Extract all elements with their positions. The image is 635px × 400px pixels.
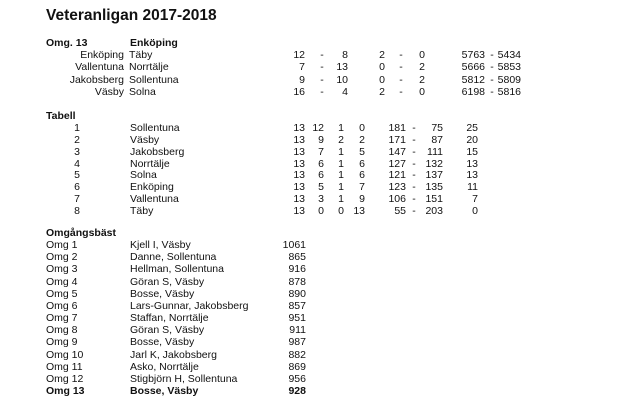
match-home-pins: 6198: [461, 85, 485, 98]
table-played: 13: [293, 122, 305, 134]
match-home-score: 7: [299, 61, 305, 74]
match-dash: -: [399, 73, 403, 86]
match-away-team: Norrtälje: [129, 61, 169, 74]
table-lost: 0: [359, 122, 365, 134]
table-position: 5: [74, 169, 80, 182]
table-won: 5: [318, 181, 324, 194]
table-pins-against: 132: [425, 157, 443, 170]
match-home-points: 2: [379, 85, 385, 98]
table-lost: 6: [359, 157, 365, 170]
match-away-points: 2: [419, 73, 425, 86]
table-team: Sollentuna: [130, 122, 180, 134]
table-points: 13: [466, 157, 478, 170]
best-round: Omg 6: [46, 299, 78, 312]
table-pins-against: 151: [425, 193, 443, 206]
table-pins-against: 87: [431, 133, 443, 146]
table-team: Norrtälje: [130, 157, 170, 170]
table-dash: -: [412, 133, 416, 146]
table-dash: -: [412, 181, 416, 194]
round-venue: Enköping: [130, 37, 178, 49]
best-player: Asko, Norrtälje: [130, 360, 199, 373]
table-won: 12: [312, 122, 324, 134]
table-drawn: 1: [338, 157, 344, 170]
best-round: Omg 7: [46, 312, 78, 325]
match-home-pins: 5812: [461, 73, 485, 86]
table-team: Solna: [130, 169, 157, 182]
table-lost: 7: [359, 181, 365, 194]
match-dash: -: [320, 73, 324, 86]
table-team: Vallentuna: [130, 193, 179, 206]
best-round: Omg 13: [46, 385, 85, 398]
best-round: Omg 2: [46, 251, 78, 264]
table-dash: -: [412, 157, 416, 170]
match-away-team: Solna: [129, 85, 156, 98]
table-dash: -: [412, 204, 416, 217]
match-home-team: Jakobsberg: [69, 73, 124, 86]
match-home-points: 0: [379, 73, 385, 86]
table-pins-for: 55: [394, 204, 406, 217]
table-pins-for: 106: [388, 193, 406, 206]
match-dash: -: [399, 61, 403, 74]
table-team: Enköping: [130, 181, 174, 194]
table-pins-against: 75: [431, 122, 443, 134]
match-dash: -: [490, 49, 494, 61]
best-round: Omg 10: [46, 348, 84, 361]
table-points: 15: [466, 145, 478, 158]
best-player: Lars-Gunnar, Jakobsberg: [130, 299, 249, 312]
match-away-team: Täby: [129, 49, 153, 61]
table-team: Väsby: [130, 133, 160, 146]
match-home-pins: 5666: [461, 61, 485, 74]
table-won: 7: [318, 145, 324, 158]
match-away-pins: 5853: [497, 61, 521, 74]
best-round: Omg 8: [46, 324, 78, 337]
best-round: Omg 3: [46, 263, 78, 276]
table-won: 6: [318, 157, 324, 170]
table-drawn: 1: [338, 169, 344, 182]
best-score: 951: [288, 312, 306, 325]
match-home-points: 0: [379, 61, 385, 74]
match-home-team: Vallentuna: [75, 61, 124, 74]
best-round: Omg 5: [46, 287, 78, 300]
table-points: 0: [472, 204, 478, 217]
best-score: 857: [288, 299, 306, 312]
table-points: 7: [472, 193, 478, 206]
table-dash: -: [412, 122, 416, 134]
match-home-team: Enköping: [80, 49, 124, 61]
table-position: 8: [74, 204, 80, 217]
table-pins-against: 137: [425, 169, 443, 182]
best-heading: Omgångsbäst: [46, 227, 117, 239]
match-away-score: 8: [342, 49, 348, 61]
match-dash: -: [490, 85, 494, 98]
match-away-pins: 5809: [497, 73, 521, 86]
match-away-score: 13: [336, 61, 348, 74]
table-pins-against: 203: [425, 204, 443, 217]
best-score: 869: [288, 360, 306, 373]
table-pins-against: 135: [425, 181, 443, 194]
match-away-team: Sollentuna: [129, 73, 179, 86]
table-pins-for: 121: [388, 169, 406, 182]
best-score: 878: [288, 275, 306, 288]
match-dash: -: [320, 61, 324, 74]
best-player: Danne, Sollentuna: [130, 251, 217, 264]
table-drawn: 2: [338, 133, 344, 146]
table-pins-against: 111: [427, 145, 443, 158]
table-position: 4: [74, 157, 80, 170]
best-player: Hellman, Sollentuna: [130, 263, 224, 276]
table-played: 13: [293, 181, 305, 194]
table-pins-for: 127: [388, 157, 406, 170]
match-away-pins: 5434: [497, 49, 521, 61]
table-played: 13: [293, 157, 305, 170]
table-drawn: 1: [338, 193, 344, 206]
table-played: 13: [293, 204, 305, 217]
best-player: Staffan, Norrtälje: [130, 312, 209, 325]
match-away-points: 2: [419, 61, 425, 74]
table-drawn: 1: [338, 145, 344, 158]
match-dash: -: [399, 85, 403, 98]
best-player: Bosse, Väsby: [130, 287, 195, 300]
table-won: 3: [318, 193, 324, 206]
best-player: Göran S, Väsby: [130, 275, 205, 288]
table-team: Jakobsberg: [130, 145, 185, 158]
table-position: 3: [74, 145, 80, 158]
match-away-score: 10: [336, 73, 348, 86]
table-drawn: 1: [338, 181, 344, 194]
table-dash: -: [412, 193, 416, 206]
table-points: 20: [466, 133, 478, 146]
table-points: 11: [467, 181, 478, 194]
match-home-score: 12: [293, 49, 305, 61]
match-dash: -: [399, 49, 403, 61]
best-round: Omg 11: [46, 360, 83, 373]
table-lost: 5: [359, 145, 365, 158]
best-score: 911: [289, 324, 306, 337]
table-played: 13: [293, 145, 305, 158]
match-away-score: 4: [342, 85, 348, 98]
match-home-score: 9: [299, 73, 305, 86]
table-played: 13: [293, 133, 305, 146]
best-round: Omg 12: [46, 372, 84, 385]
best-score: 1061: [282, 239, 306, 251]
match-away-pins: 5816: [497, 85, 521, 98]
match-away-points: 0: [419, 85, 425, 98]
table-position: 6: [74, 181, 80, 194]
table-team: Täby: [130, 204, 154, 217]
table-played: 13: [293, 169, 305, 182]
best-player: Bosse, Väsby: [130, 336, 195, 349]
best-score: 890: [288, 287, 306, 300]
table-drawn: 1: [338, 122, 344, 134]
best-score: 882: [288, 348, 306, 361]
best-player: Stigbjörn H, Sollentuna: [130, 372, 238, 385]
table-lost: 9: [359, 193, 365, 206]
table-points: 13: [466, 169, 478, 182]
table-position: 7: [74, 193, 80, 206]
match-home-score: 16: [293, 85, 305, 98]
match-home-pins: 5763: [461, 49, 485, 61]
table-dash: -: [412, 169, 416, 182]
table-played: 13: [293, 193, 305, 206]
table-dash: -: [412, 145, 416, 158]
table-won: 0: [318, 204, 324, 217]
page-title: Veteranligan 2017-2018: [46, 7, 217, 24]
best-score: 987: [288, 336, 306, 349]
best-round: Omg 9: [46, 336, 78, 349]
match-dash: -: [320, 85, 324, 98]
match-dash: -: [490, 73, 494, 86]
match-away-points: 0: [419, 49, 425, 61]
table-heading: Tabell: [46, 110, 76, 122]
best-player: Bosse, Väsby: [130, 385, 199, 398]
table-position: 2: [74, 133, 80, 146]
best-player: Göran S, Väsby: [130, 324, 205, 337]
table-points: 25: [466, 122, 478, 134]
match-dash: -: [490, 61, 494, 74]
table-pins-for: 181: [388, 122, 406, 134]
best-round: Omg 1: [46, 239, 78, 251]
best-player: Jarl K, Jakobsberg: [130, 348, 217, 361]
table-position: 1: [74, 122, 80, 134]
table-pins-for: 147: [388, 145, 406, 158]
table-lost: 6: [359, 169, 365, 182]
match-home-points: 2: [379, 49, 385, 61]
best-score: 956: [288, 372, 306, 385]
match-dash: -: [320, 49, 324, 61]
best-round: Omg 4: [46, 275, 78, 288]
best-score: 865: [288, 251, 306, 264]
table-won: 9: [318, 133, 324, 146]
match-home-team: Väsby: [94, 85, 124, 98]
table-drawn: 0: [338, 204, 344, 217]
table-lost: 13: [353, 204, 365, 217]
table-pins-for: 123: [388, 181, 406, 194]
best-player: Kjell I, Väsby: [130, 239, 191, 251]
best-score: 916: [288, 263, 306, 276]
round-label: Omg. 13: [46, 37, 88, 49]
table-pins-for: 171: [388, 133, 406, 146]
table-won: 6: [318, 169, 324, 182]
table-lost: 2: [359, 133, 365, 146]
best-score: 928: [288, 385, 306, 398]
